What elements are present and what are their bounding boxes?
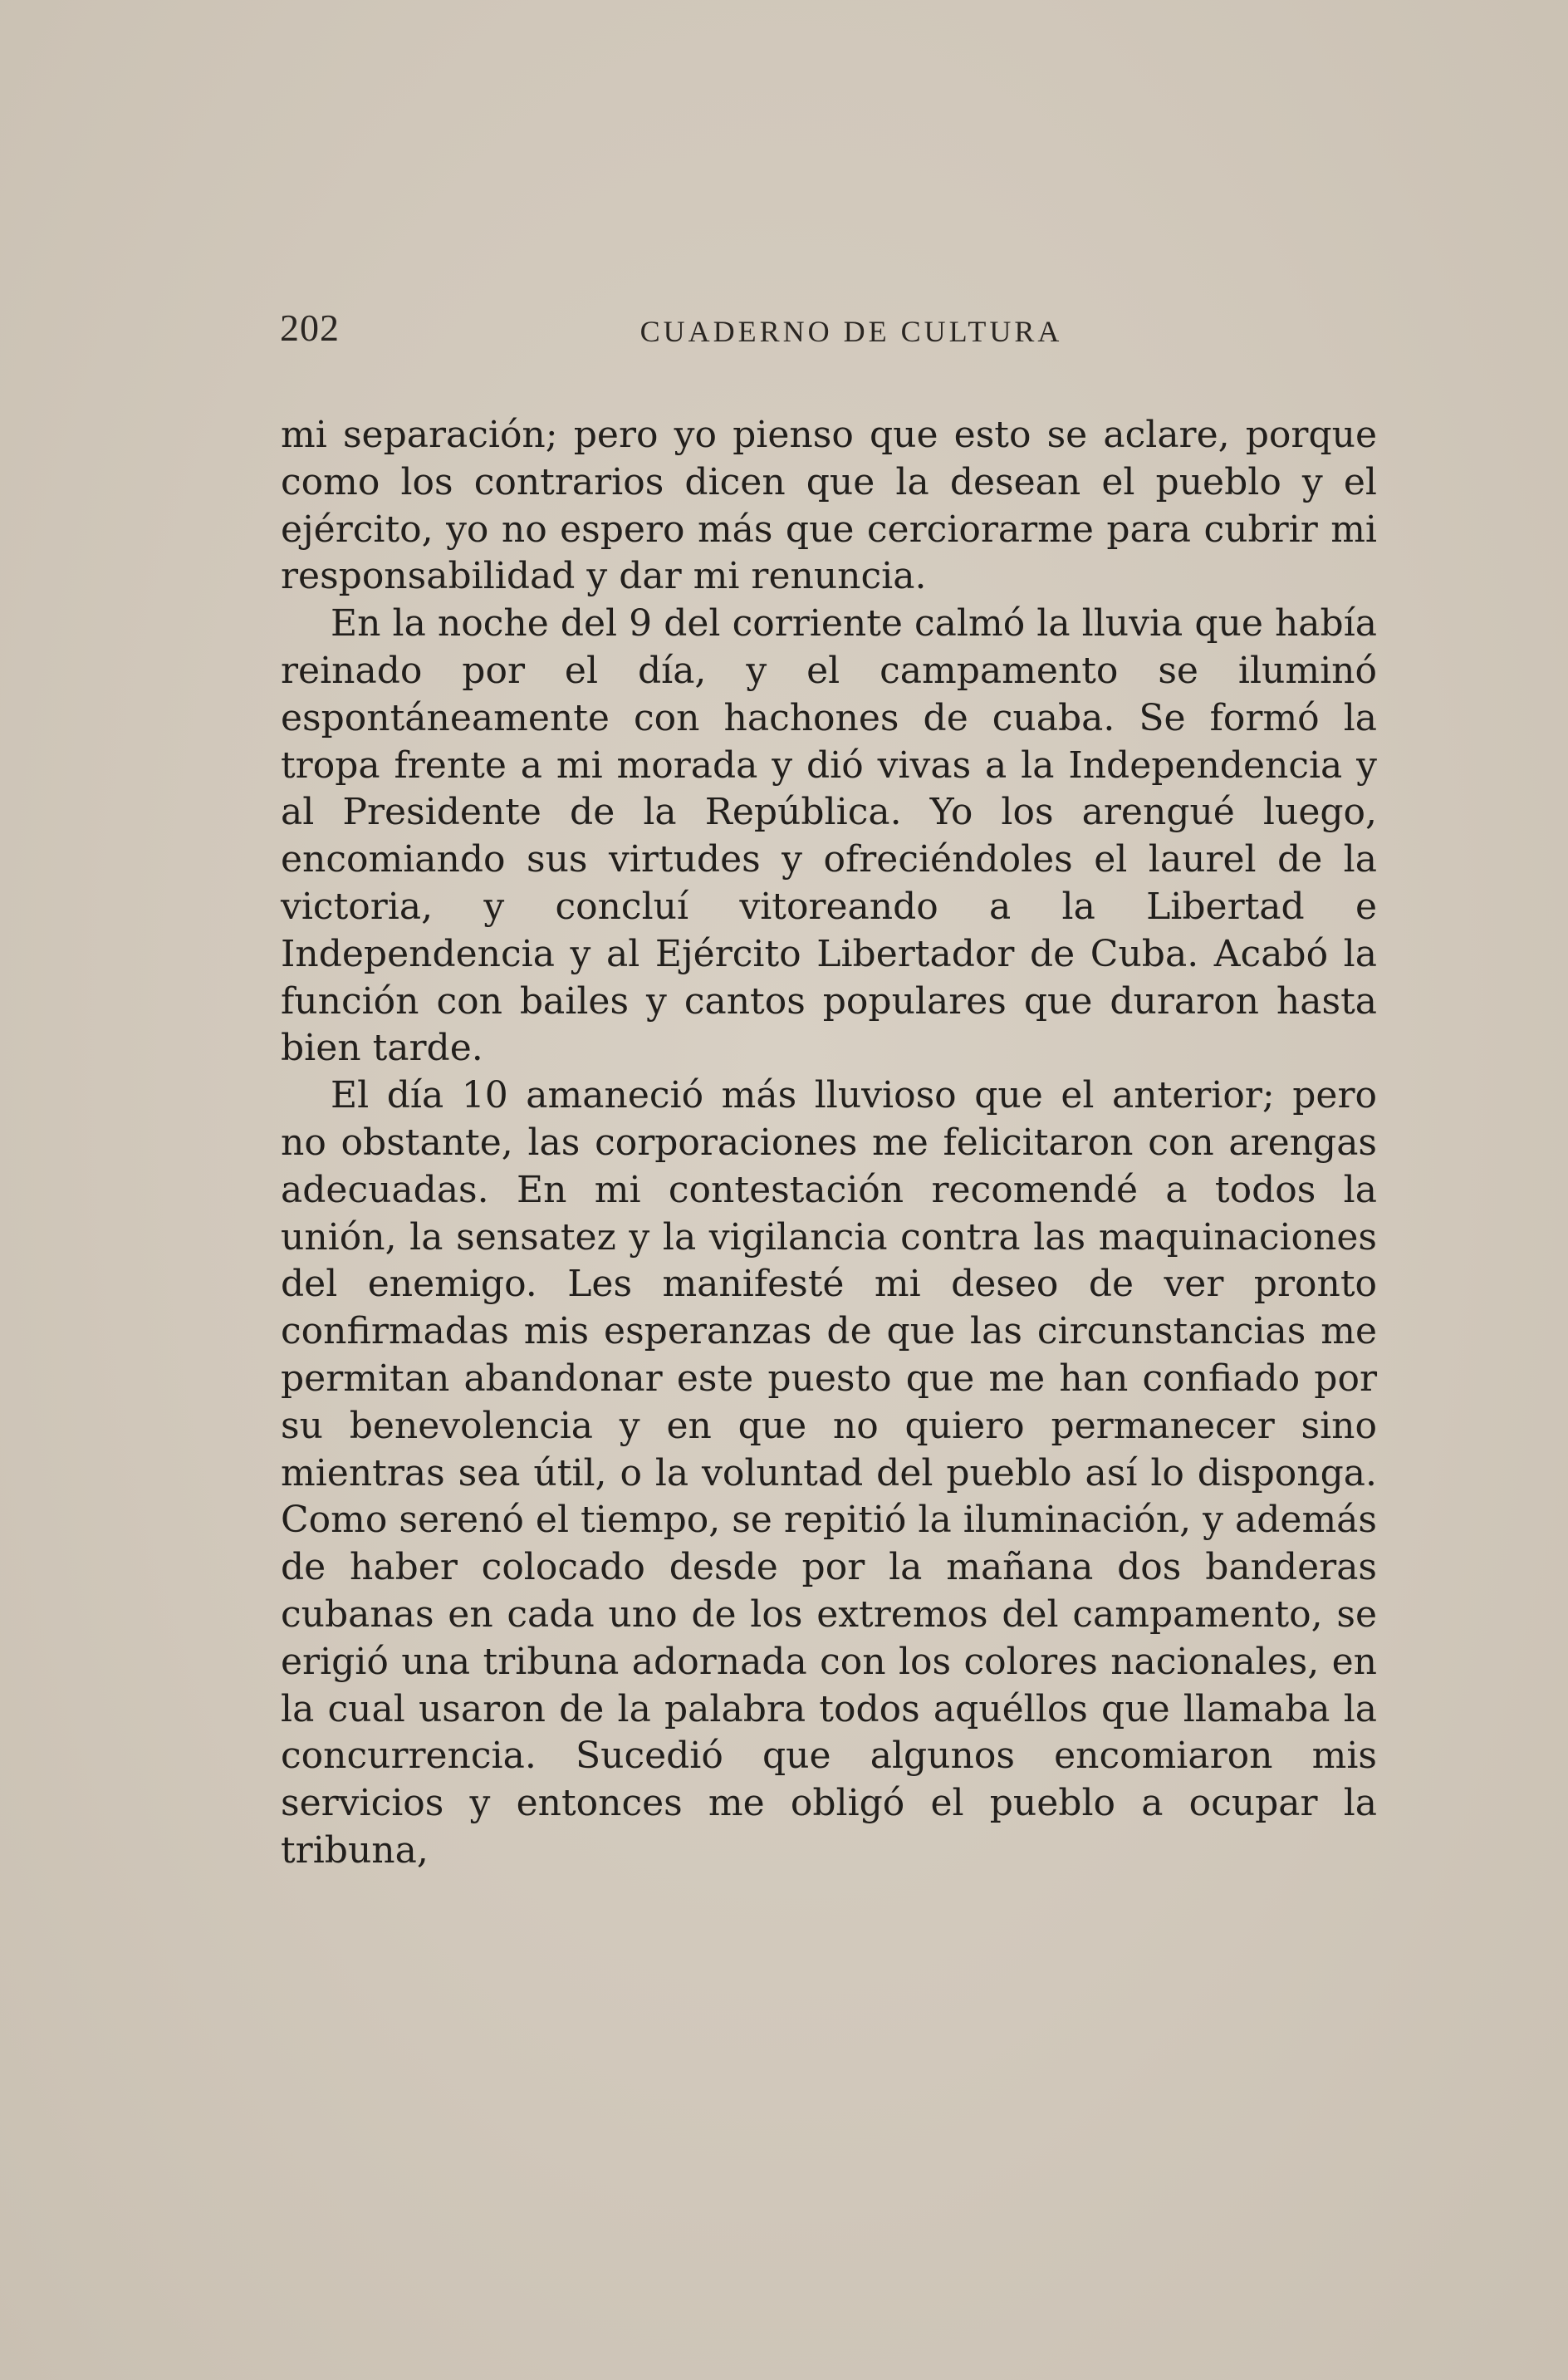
page-header <box>270 299 1387 357</box>
page-number: 202 <box>280 307 340 349</box>
paragraph-dia-10: El día 10 amaneció más lluvioso que el anterior; pero no obstante, las corporaciones me felicitaron con arengas adecuadas. En mi contestación recomendé a todos la unión, la sensatez y la vigilancia contra las maquinaciones del enemigo. Les manifesté mi deseo de ver pronto confirmadas mis esperanzas de que las circunstancias me permitan abandonar este puesto que me han confiado por su benevolencia y en que no quiero permanecer sino mientras sea útil, o la voluntad del pueblo así lo disponga. Como serenó el tiempo, se repitió la iluminación, y además de haber colocado desde por la mañana dos banderas cubanas en cada uno de los extremos del campamento, se erigió una tribuna adornada con los colores nacionales, en la cual usaron de la palabra todos aquéllos que llamaba la concurrencia. Sucedió que algunos encomiaron mis servicios y entonces me obligó el pueblo a ocupar la tribuna, <box>281 1074 1377 1872</box>
paragraph-noche-del-9: En la noche del 9 del corriente calmó la lluvia que había reinado por el día, y el campamento se iluminó espontáneamente con hachones de cuaba. Se formó la tropa frente a mi morada y dió vivas a la Independencia y al Presidente de la República. Yo los arengué luego, encomiando sus virtudes y ofreciéndoles el laurel de la victoria, y concluí vitoreando a la Libertad e Independencia y al Ejército Libertador de Cuba. Acabó la función con bailes y cantos populares que duraron hasta bien tarde. <box>281 602 1377 1070</box>
body-text <box>281 412 1377 1875</box>
paragraph-continuation: mi separación; pero yo pienso que esto se aclare, porque como los contrarios dicen que la desean el pueblo y el ejército, yo no espero más que cerciorarme para cubrir mi responsabilidad y dar mi renuncia. <box>281 414 1377 598</box>
running-head: CUADERNO DE CULTURA <box>639 315 1063 348</box>
